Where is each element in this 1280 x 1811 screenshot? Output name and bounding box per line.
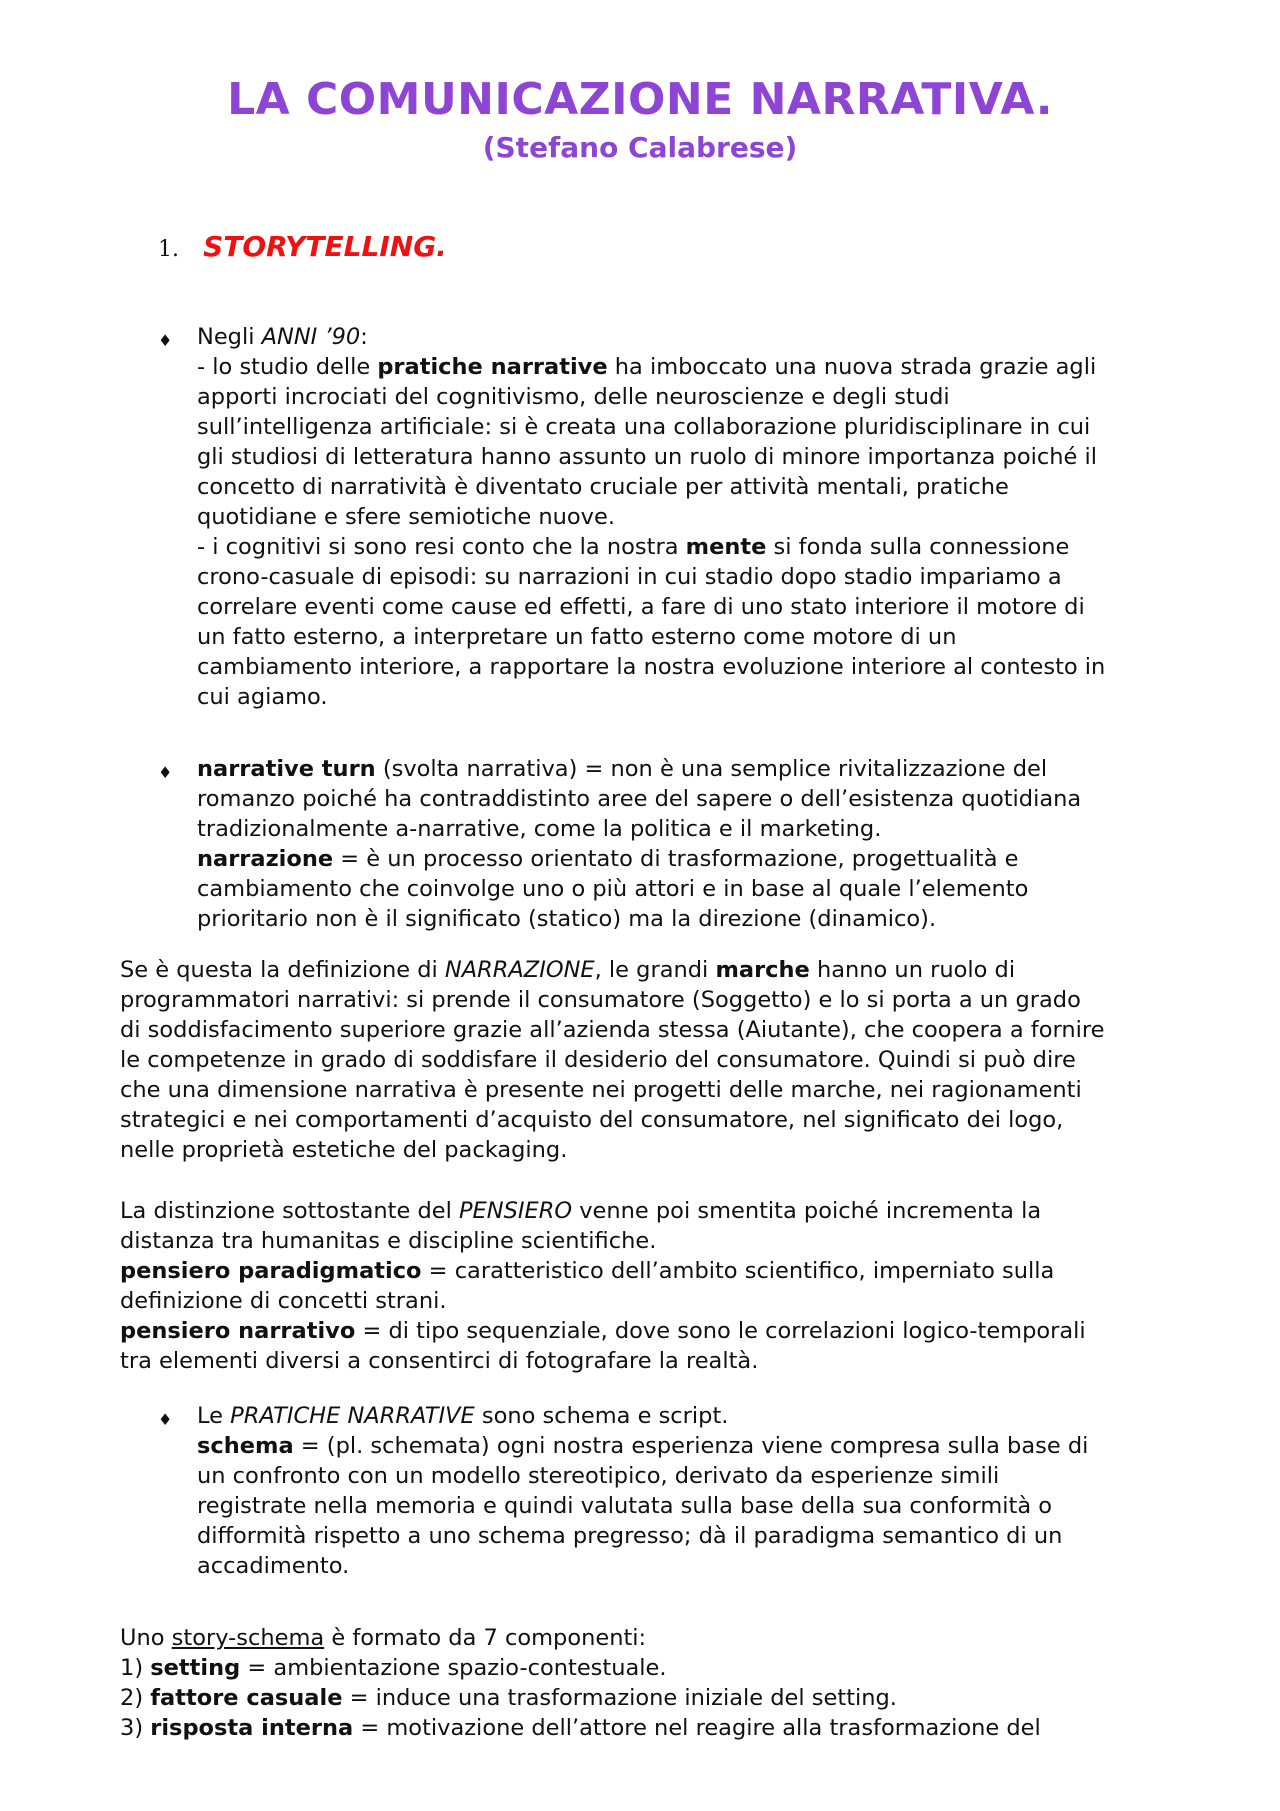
text-line: apporti incrociati del cognitivismo, delle neuroscienze e degli studi (197, 384, 950, 410)
text-line: pensiero narrativo = di tipo sequenziale, dove sono le correlazioni logico-temporali (120, 1318, 1086, 1344)
text-line: correlare eventi come cause ed effetti, a fare di uno stato interiore il motore di (197, 594, 1085, 620)
bullet-icon: ♦ (158, 763, 173, 782)
text-line: di soddisfacimento superiore grazie all’azienda stessa (Aiutante), che coopera a fornire (120, 1017, 1105, 1043)
text-line: accadimento. (197, 1553, 350, 1579)
bullet-3-text (197, 1401, 1088, 1581)
text-line: che una dimensione narrativa è presente nei progetti delle marche, nei ragionamenti (120, 1077, 1082, 1103)
text-line: prioritario non è il significato (statico) ma la direzione (dinamico). (197, 906, 937, 932)
text-line: tradizionalmente a-narrative, come la politica e il marketing. (197, 816, 882, 842)
text-line: narrative turn (svolta narrativa) = non è una semplice rivitalizzazione del (197, 756, 1048, 782)
text-line: registrate nella memoria e quindi valutata sulla base della sua conformità o (197, 1493, 1053, 1519)
text-line: strategici e nei comportamenti d’acquisto del consumatore, nel significato dei logo, (120, 1107, 1064, 1133)
paragraph-story-schema (120, 1623, 1041, 1743)
text-line: concetto di narratività è diventato cruciale per attività mentali, pratiche (197, 474, 1009, 500)
list-item: 1) setting = ambientazione spazio-contestuale. (120, 1655, 667, 1681)
text-line: cambiamento interiore, a rapportare la nostra evoluzione interiore al contesto in (197, 654, 1106, 680)
text-line: definizione di concetti strani. (120, 1288, 447, 1314)
bullet-1-text (197, 322, 1105, 712)
bullet-icon: ♦ (158, 1410, 173, 1429)
section-title: STORYTELLING. (203, 230, 447, 263)
text-line: le competenze in grado di soddisfare il desiderio del consumatore. Quindi si può dire (120, 1047, 1076, 1073)
text-line: - lo studio delle pratiche narrative ha imboccato una nuova strada grazie agli (197, 354, 1097, 380)
text-line: difformità rispetto a uno schema pregresso; dà il paradigma semantico di un (197, 1523, 1063, 1549)
text-line: nelle proprietà estetiche del packaging. (120, 1137, 568, 1163)
text-line: gli studiosi di letteratura hanno assunto un ruolo di minore importanza poiché il (197, 444, 1097, 470)
document-title: LA COMUNICAZIONE NARRATIVA. (227, 74, 1053, 125)
text-line: schema = (pl. schemata) ogni nostra esperienza viene compresa sulla base di (197, 1433, 1089, 1459)
section-heading (158, 230, 447, 263)
bullet-icon: ♦ (158, 331, 173, 350)
bullet-2-text (197, 754, 1081, 934)
text-line: narrazione = è un processo orientato di trasformazione, progettualità e (197, 846, 1019, 872)
text-line: Uno story-schema è formato da 7 componenti: (120, 1625, 647, 1651)
text-line: crono-casuale di episodi: su narrazioni in cui stadio dopo stadio impariamo a (197, 564, 1062, 590)
text-line: tra elementi diversi a consentirci di fotografare la realtà. (120, 1348, 759, 1374)
document-subtitle: (Stefano Calabrese) (482, 131, 798, 164)
text-line: romanzo poiché ha contraddistinto aree del sapere o dell’esistenza quotidiana (197, 786, 1082, 812)
text-line: programmatori narrativi: si prende il consumatore (Soggetto) e lo si porta a un grado (120, 987, 1081, 1013)
text-line: La distinzione sottostante del PENSIERO venne poi smentita poiché incrementa la (120, 1198, 1042, 1224)
list-item: 2) fattore casuale = induce una trasformazione iniziale del setting. (120, 1685, 897, 1711)
text-line: - i cognitivi si sono resi conto che la nostra mente si fonda sulla connessione (197, 534, 1070, 560)
text-line: distanza tra humanitas e discipline scientifiche. (120, 1228, 657, 1254)
text-line: Negli ANNI ’90: (197, 324, 368, 350)
text-line: Le PRATICHE NARRATIVE sono schema e script. (197, 1403, 729, 1429)
list-item: 3) risposta interna = motivazione dell’attore nel reagire alla trasformazione del (120, 1715, 1041, 1741)
text-line: sull’intelligenza artificiale: si è creata una collaborazione pluridisciplinare in cui (197, 414, 1091, 440)
text-line: Se è questa la definizione di NARRAZIONE, le grandi marche hanno un ruolo di (120, 957, 1016, 983)
text-line: un fatto esterno, a interpretare un fatto esterno come motore di un (197, 624, 957, 650)
paragraph-marche (120, 955, 1104, 1165)
text-line: pensiero paradigmatico = caratteristico dell’ambito scientifico, imperniato sulla (120, 1258, 1055, 1284)
text-line: un confronto con un modello stereotipico, derivato da esperienze simili (197, 1463, 1000, 1489)
text-line: quotidiane e sfere semiotiche nuove. (197, 504, 615, 530)
section-number: 1. (158, 237, 179, 262)
text-line: cambiamento che coinvolge uno o più attori e in base al quale l’elemento (197, 876, 1029, 902)
text-line: cui agiamo. (197, 684, 328, 710)
paragraph-pensiero (120, 1196, 1086, 1376)
